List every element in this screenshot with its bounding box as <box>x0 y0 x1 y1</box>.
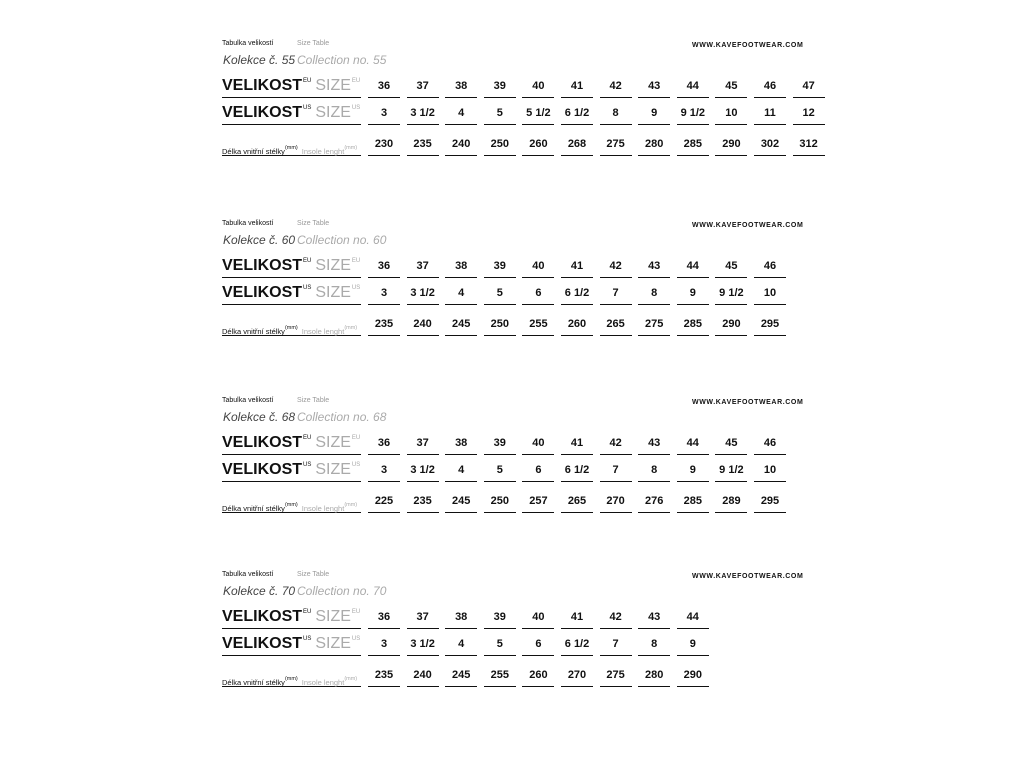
insole-size-cell: 275 <box>600 135 632 156</box>
eu-size-cell: 44 <box>677 77 709 98</box>
insole-size-cell: 265 <box>561 492 593 513</box>
insole-size-cell: 270 <box>561 666 593 687</box>
eu-size-cell: 43 <box>638 434 670 455</box>
eu-superscript: EU <box>303 258 312 264</box>
velikost-label: VELIKOST <box>222 608 303 625</box>
eu-size-cell: 42 <box>600 77 632 98</box>
size-label: SIZE <box>315 284 351 301</box>
size-label: SIZE <box>315 608 351 625</box>
size-table <box>222 220 822 350</box>
us-size-cell: 9 1/2 <box>715 461 747 482</box>
insole-size-cell: 290 <box>715 135 747 156</box>
velikost-label: VELIKOST <box>222 461 303 478</box>
insole-size-cell: 295 <box>754 315 786 336</box>
table-heading-cz: Tabulka velikostí <box>222 397 274 404</box>
website-link[interactable]: WWW.KAVEFOOTWEAR.COM <box>692 222 804 229</box>
eu-size-cell: 44 <box>677 434 709 455</box>
eu-size-cell: 41 <box>561 608 593 629</box>
eu-size-cell: 42 <box>600 257 632 278</box>
website-link[interactable]: WWW.KAVEFOOTWEAR.COM <box>692 399 804 406</box>
eu-size-cell: 40 <box>522 434 554 455</box>
eu-size-cell: 42 <box>600 434 632 455</box>
us-size-cell: 3 <box>368 284 400 305</box>
table-heading-en: Size Table <box>297 220 330 227</box>
us-superscript-en: US <box>351 636 361 642</box>
mm-superscript-en: (mm) <box>344 325 358 331</box>
insole-size-cell: 245 <box>445 315 477 336</box>
insole-size-cell: 235 <box>407 492 439 513</box>
us-row-label <box>222 635 361 656</box>
eu-superscript: EU <box>303 78 312 84</box>
us-row-label <box>222 104 361 125</box>
eu-size-cell: 46 <box>754 77 786 98</box>
us-size-cell: 9 1/2 <box>677 104 709 125</box>
us-size-cell: 5 <box>484 284 516 305</box>
insole-size-cell: 257 <box>522 492 554 513</box>
us-size-cell: 4 <box>445 284 477 305</box>
collection-title-cz: Kolekce č. 68 <box>223 410 296 424</box>
eu-size-cell: 39 <box>484 257 516 278</box>
insole-label-en: Insole lenght <box>301 327 345 336</box>
us-size-cell: 4 <box>445 104 477 125</box>
insole-label-en: Insole lenght <box>301 678 345 687</box>
eu-size-cell: 43 <box>638 77 670 98</box>
table-heading-cz: Tabulka velikostí <box>222 220 274 227</box>
us-size-cell: 8 <box>638 461 670 482</box>
eu-size-cell: 39 <box>484 608 516 629</box>
us-size-cell: 3 <box>368 461 400 482</box>
size-label: SIZE <box>315 257 351 274</box>
us-size-cell: 6 1/2 <box>561 635 593 656</box>
eu-size-cell: 43 <box>638 608 670 629</box>
us-size-cell: 7 <box>600 461 632 482</box>
us-size-cell: 6 <box>522 461 554 482</box>
insole-size-cell: 250 <box>484 315 516 336</box>
mm-superscript-en: (mm) <box>344 502 358 508</box>
us-size-cell: 6 1/2 <box>561 461 593 482</box>
insole-row-label <box>222 492 361 513</box>
eu-row-label <box>222 77 361 98</box>
eu-superscript: EU <box>303 609 312 615</box>
us-superscript: US <box>303 285 312 291</box>
size-table <box>222 40 822 170</box>
us-superscript: US <box>303 105 312 111</box>
velikost-label: VELIKOST <box>222 434 303 451</box>
us-size-cell: 6 <box>522 284 554 305</box>
insole-label-cz: Délka vnitřní stélky <box>222 327 285 336</box>
us-superscript: US <box>303 636 312 642</box>
us-size-cell: 12 <box>793 104 825 125</box>
eu-size-cell: 42 <box>600 608 632 629</box>
eu-size-cell: 36 <box>368 608 400 629</box>
us-size-cell: 7 <box>600 284 632 305</box>
insole-size-cell: 285 <box>677 492 709 513</box>
insole-size-cell: 285 <box>677 135 709 156</box>
velikost-label: VELIKOST <box>222 77 303 94</box>
mm-superscript: (mm) <box>284 502 298 508</box>
insole-size-cell: 295 <box>754 492 786 513</box>
us-size-cell: 6 1/2 <box>561 104 593 125</box>
website-link[interactable]: WWW.KAVEFOOTWEAR.COM <box>692 573 804 580</box>
us-size-cell: 4 <box>445 635 477 656</box>
insole-size-cell: 290 <box>677 666 709 687</box>
insole-size-cell: 260 <box>522 666 554 687</box>
us-size-cell: 3 1/2 <box>407 104 439 125</box>
eu-superscript-en: EU <box>351 78 361 84</box>
us-size-cell: 3 <box>368 104 400 125</box>
eu-size-cell: 38 <box>445 77 477 98</box>
insole-size-cell: 289 <box>715 492 747 513</box>
insole-size-cell: 245 <box>445 666 477 687</box>
us-size-cell: 10 <box>754 284 786 305</box>
eu-size-cell: 40 <box>522 77 554 98</box>
eu-size-cell: 36 <box>368 434 400 455</box>
mm-superscript-en: (mm) <box>344 145 358 151</box>
mm-superscript: (mm) <box>284 145 298 151</box>
eu-row-label <box>222 608 361 629</box>
insole-size-cell: 250 <box>484 135 516 156</box>
collection-title-en: Collection no. 68 <box>297 410 387 424</box>
collection-title-cz: Kolekce č. 70 <box>223 584 296 598</box>
eu-size-cell: 45 <box>715 257 747 278</box>
us-size-cell: 4 <box>445 461 477 482</box>
insole-size-cell: 230 <box>368 135 400 156</box>
insole-size-cell: 260 <box>561 315 593 336</box>
us-size-cell: 5 <box>484 104 516 125</box>
eu-size-cell: 41 <box>561 434 593 455</box>
collection-title-cz: Kolekce č. 55 <box>223 53 296 67</box>
insole-size-cell: 240 <box>407 666 439 687</box>
eu-size-cell: 44 <box>677 257 709 278</box>
us-size-cell: 5 <box>484 461 516 482</box>
eu-size-cell: 46 <box>754 257 786 278</box>
table-heading-cz: Tabulka velikostí <box>222 40 274 47</box>
insole-size-cell: 260 <box>522 135 554 156</box>
eu-size-cell: 43 <box>638 257 670 278</box>
eu-size-cell: 37 <box>407 77 439 98</box>
collection-title-en: Collection no. 70 <box>297 584 387 598</box>
table-heading-en: Size Table <box>297 40 330 47</box>
collection-title-en: Collection no. 60 <box>297 233 387 247</box>
insole-size-cell: 225 <box>368 492 400 513</box>
eu-row-label <box>222 257 361 278</box>
collection-title-cz: Kolekce č. 60 <box>223 233 296 247</box>
velikost-label: VELIKOST <box>222 257 303 274</box>
insole-size-cell: 312 <box>793 135 825 156</box>
size-label: SIZE <box>315 104 351 121</box>
insole-label-cz: Délka vnitřní stélky <box>222 678 285 687</box>
insole-size-cell: 265 <box>600 315 632 336</box>
eu-size-cell: 39 <box>484 77 516 98</box>
eu-size-cell: 45 <box>715 434 747 455</box>
eu-size-cell: 41 <box>561 257 593 278</box>
us-superscript-en: US <box>351 462 361 468</box>
collection-title-en: Collection no. 55 <box>297 53 387 67</box>
eu-size-cell: 45 <box>715 77 747 98</box>
insole-size-cell: 245 <box>445 492 477 513</box>
us-size-cell: 5 1/2 <box>522 104 554 125</box>
us-superscript-en: US <box>351 285 361 291</box>
insole-size-cell: 268 <box>561 135 593 156</box>
us-size-cell: 3 1/2 <box>407 461 439 482</box>
mm-superscript: (mm) <box>284 325 298 331</box>
insole-size-cell: 275 <box>600 666 632 687</box>
velikost-label: VELIKOST <box>222 284 303 301</box>
eu-size-cell: 37 <box>407 608 439 629</box>
eu-superscript-en: EU <box>351 609 361 615</box>
eu-superscript-en: EU <box>351 258 361 264</box>
eu-size-cell: 41 <box>561 77 593 98</box>
insole-size-cell: 235 <box>407 135 439 156</box>
us-row-label <box>222 461 361 482</box>
insole-label-en: Insole lenght <box>301 504 345 513</box>
us-size-cell: 9 <box>677 284 709 305</box>
eu-size-cell: 38 <box>445 608 477 629</box>
eu-size-cell: 36 <box>368 77 400 98</box>
insole-row-label <box>222 135 361 156</box>
insole-size-cell: 276 <box>638 492 670 513</box>
insole-label-en: Insole lenght <box>301 147 345 156</box>
mm-superscript: (mm) <box>284 676 298 682</box>
eu-size-cell: 44 <box>677 608 709 629</box>
us-superscript: US <box>303 462 312 468</box>
insole-label-cz: Délka vnitřní stélky <box>222 147 285 156</box>
eu-superscript: EU <box>303 435 312 441</box>
us-superscript-en: US <box>351 105 361 111</box>
us-size-cell: 7 <box>600 635 632 656</box>
us-size-cell: 9 <box>677 461 709 482</box>
us-row-label <box>222 284 361 305</box>
eu-size-cell: 40 <box>522 257 554 278</box>
size-table <box>222 397 822 527</box>
eu-size-cell: 46 <box>754 434 786 455</box>
us-size-cell: 9 <box>638 104 670 125</box>
insole-size-cell: 280 <box>638 666 670 687</box>
insole-label-cz: Délka vnitřní stélky <box>222 504 285 513</box>
insole-size-cell: 250 <box>484 492 516 513</box>
eu-size-cell: 39 <box>484 434 516 455</box>
us-size-cell: 3 <box>368 635 400 656</box>
insole-size-cell: 280 <box>638 135 670 156</box>
us-size-cell: 10 <box>715 104 747 125</box>
eu-size-cell: 47 <box>793 77 825 98</box>
insole-row-label <box>222 666 361 687</box>
eu-size-cell: 37 <box>407 434 439 455</box>
mm-superscript-en: (mm) <box>344 676 358 682</box>
insole-size-cell: 290 <box>715 315 747 336</box>
us-size-cell: 6 1/2 <box>561 284 593 305</box>
eu-superscript-en: EU <box>351 435 361 441</box>
us-size-cell: 8 <box>600 104 632 125</box>
insole-size-cell: 240 <box>407 315 439 336</box>
insole-size-cell: 270 <box>600 492 632 513</box>
table-heading-en: Size Table <box>297 397 330 404</box>
insole-size-cell: 235 <box>368 666 400 687</box>
us-size-cell: 5 <box>484 635 516 656</box>
eu-size-cell: 38 <box>445 257 477 278</box>
size-label: SIZE <box>315 77 351 94</box>
size-label: SIZE <box>315 434 351 451</box>
website-link[interactable]: WWW.KAVEFOOTWEAR.COM <box>692 42 804 49</box>
table-heading-en: Size Table <box>297 571 330 578</box>
velikost-label: VELIKOST <box>222 635 303 652</box>
table-heading-cz: Tabulka velikostí <box>222 571 274 578</box>
insole-size-cell: 285 <box>677 315 709 336</box>
insole-size-cell: 275 <box>638 315 670 336</box>
eu-size-cell: 38 <box>445 434 477 455</box>
insole-size-cell: 255 <box>522 315 554 336</box>
eu-size-cell: 40 <box>522 608 554 629</box>
eu-size-cell: 37 <box>407 257 439 278</box>
insole-size-cell: 240 <box>445 135 477 156</box>
eu-size-cell: 36 <box>368 257 400 278</box>
us-size-cell: 6 <box>522 635 554 656</box>
velikost-label: VELIKOST <box>222 104 303 121</box>
insole-size-cell: 255 <box>484 666 516 687</box>
us-size-cell: 9 <box>677 635 709 656</box>
insole-size-cell: 235 <box>368 315 400 336</box>
us-size-cell: 9 1/2 <box>715 284 747 305</box>
us-size-cell: 8 <box>638 284 670 305</box>
us-size-cell: 8 <box>638 635 670 656</box>
insole-size-cell: 302 <box>754 135 786 156</box>
us-size-cell: 3 1/2 <box>407 284 439 305</box>
us-size-cell: 3 1/2 <box>407 635 439 656</box>
eu-row-label <box>222 434 361 455</box>
insole-row-label <box>222 315 361 336</box>
us-size-cell: 10 <box>754 461 786 482</box>
size-table <box>222 571 822 701</box>
size-label: SIZE <box>315 461 351 478</box>
size-label: SIZE <box>315 635 351 652</box>
us-size-cell: 11 <box>754 104 786 125</box>
